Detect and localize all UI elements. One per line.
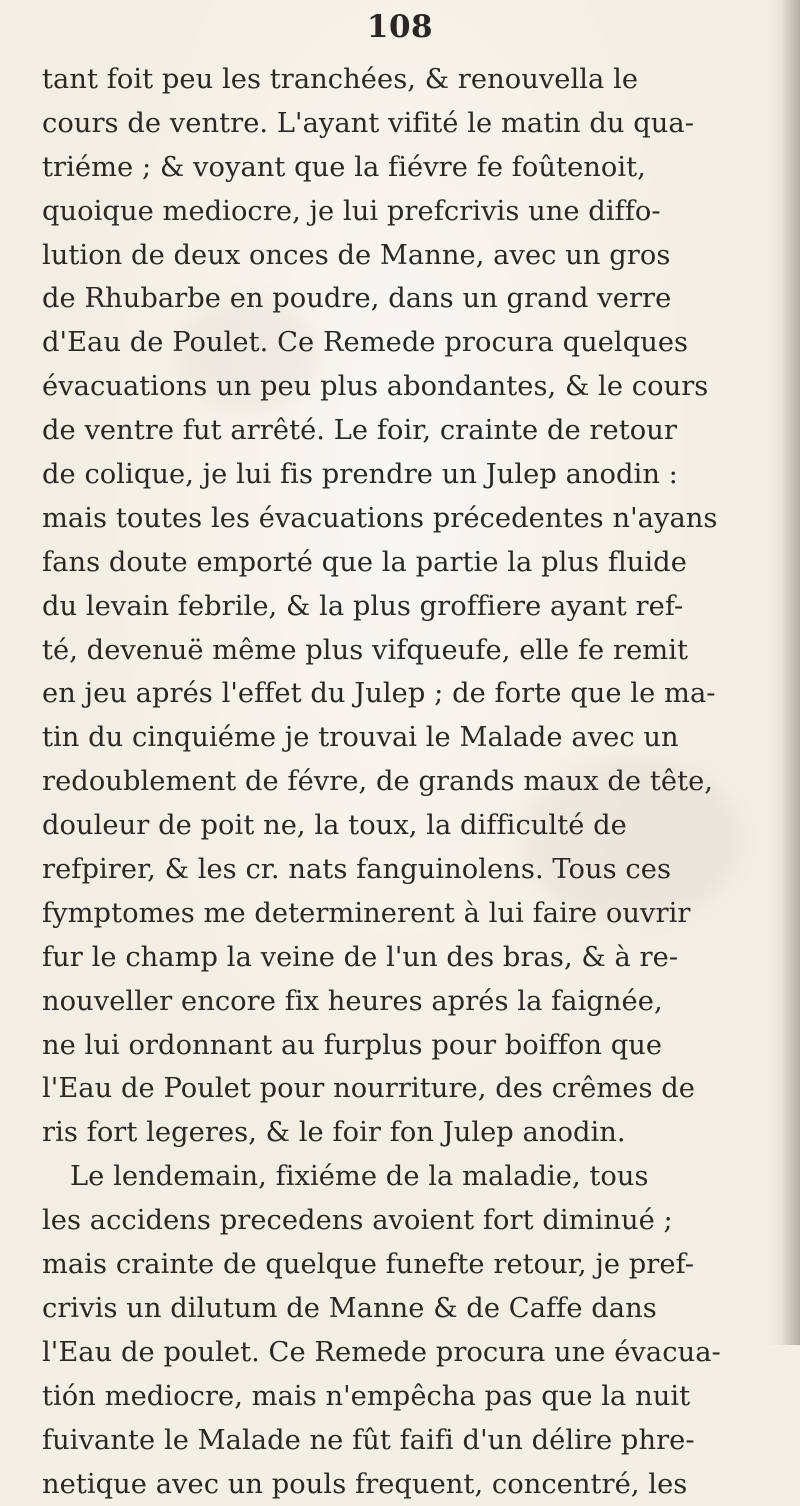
text-line: triéme ; & voyant que la fiévre fe foûtenoit,	[42, 146, 776, 190]
text-line: de colique, je lui fis prendre un Julep anodin :	[42, 453, 776, 497]
text-line: cours de ventre. L'ayant vifité le matin du qua-	[42, 102, 776, 146]
text-line: évacuations un peu plus abondantes, & le cours	[42, 365, 776, 409]
text-line: ne lui ordonnant au furplus pour boiffon que	[42, 1024, 776, 1068]
text-line: mais toutes les évacuations précedentes n'ayans	[42, 497, 776, 541]
text-line: l'Eau de Poulet pour nourriture, des crêmes de	[42, 1067, 776, 1111]
text-line: en jeu aprés l'effet du Julep ; de forte que le ma-	[42, 672, 776, 716]
text-line: les accidens precedens avoient fort diminué ;	[42, 1199, 776, 1243]
text-line: nouveller encore fix heures aprés la faignée,	[42, 980, 776, 1024]
text-line: redoublement de févre, de grands maux de tête,	[42, 760, 776, 804]
text-line: tin du cinquiéme je trouvai le Malade avec un	[42, 716, 776, 760]
page-number: 108	[0, 12, 800, 43]
text-line: de Rhubarbe en poudre, dans un grand verre	[42, 277, 776, 321]
text-line: du levain febrile, & la plus groffiere ayant ref-	[42, 585, 776, 629]
text-line: ris fort legeres, & le foir fon Julep anodin.	[42, 1111, 776, 1155]
text-line: netique avec un pouls frequent, concentré, les	[42, 1463, 776, 1506]
text-line: refpirer, & les cr. nats fanguinolens. Tous ces	[42, 848, 776, 892]
text-line: de ventre fut arrêté. Le foir, crainte de retour	[42, 409, 776, 453]
text-line: fuivante le Malade ne fût faifi d'un délire phre-	[42, 1419, 776, 1463]
text-line: tión mediocre, mais n'empêcha pas que la nuit	[42, 1375, 776, 1419]
text-line: mais crainte de quelque funefte retour, je pref-	[42, 1243, 776, 1287]
page-edge-shadow	[782, 0, 800, 1345]
text-line: douleur de poit ne, la toux, la difficulté de	[42, 804, 776, 848]
text-line: fur le champ la veine de l'un des bras, & à re-	[42, 936, 776, 980]
text-line: té, devenuë même plus vifqueufe, elle fe remit	[42, 629, 776, 673]
text-line: d'Eau de Poulet. Ce Remede procura quelques	[42, 321, 776, 365]
text-line: fans doute emporté que la partie la plus fluide	[42, 541, 776, 585]
text-line: fymptomes me determinerent à lui faire ouvrir	[42, 892, 776, 936]
paragraph-start-line: Le lendemain, fixiéme de la maladie, tous	[42, 1155, 776, 1199]
text-line: l'Eau de poulet. Ce Remede procura une évacua-	[42, 1331, 776, 1375]
text-line: crivis un dilutum de Manne & de Caffe dans	[42, 1287, 776, 1331]
text-line: tant foit peu les tranchées, & renouvella le	[42, 58, 776, 102]
page-text	[42, 58, 776, 1506]
text-line: quoique mediocre, je lui prefcrivis une diffo-	[42, 190, 776, 234]
text-line: lution de deux onces de Manne, avec un gros	[42, 234, 776, 278]
